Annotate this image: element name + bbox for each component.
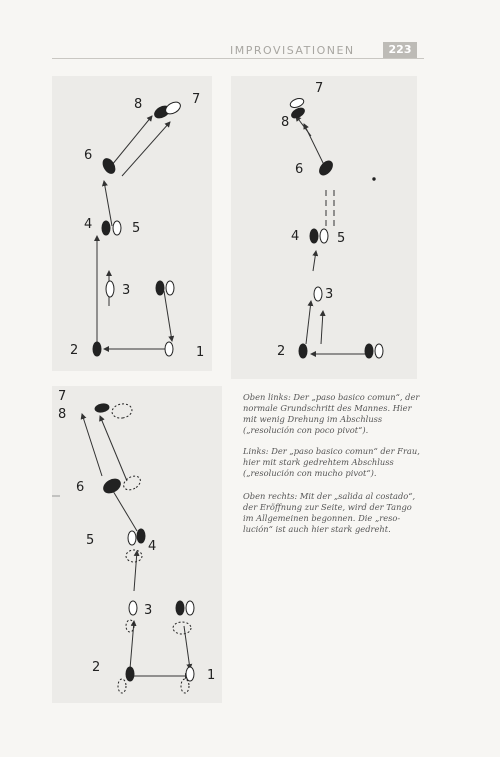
step-number: 1 (207, 668, 216, 683)
foot-print (314, 287, 322, 301)
step-diagram-salida-al-costado (231, 76, 417, 379)
step-number: 2 (277, 344, 286, 359)
step-number: 4 (291, 229, 300, 244)
foot-print (289, 97, 305, 109)
foot-print (299, 344, 307, 358)
foot-print (128, 531, 136, 545)
foot-print (365, 344, 373, 358)
foot-print (166, 281, 174, 295)
foot-print (375, 344, 383, 358)
step-diagram-svg (231, 76, 417, 379)
step-number: 4 (148, 539, 157, 554)
foot-print (173, 622, 191, 634)
foot-print (176, 601, 184, 615)
caption-left: Links: Der „paso basico comun“ der Frau, hier mit stark gedrehtem Abschluss („resolución con mucho pivot“). (243, 446, 420, 478)
step-number: 7 (192, 92, 201, 107)
foot-print (126, 667, 134, 681)
foot-print (186, 667, 194, 681)
foot-print (290, 106, 306, 120)
step-number: 8 (281, 115, 290, 130)
step-number: 6 (295, 162, 304, 177)
step-diagram-svg (52, 386, 222, 703)
step-number: 2 (70, 343, 79, 358)
foot-print (118, 679, 126, 693)
step-number: 3 (122, 283, 131, 298)
foot-print (126, 620, 134, 632)
foot-print (181, 679, 189, 693)
caption-top-right: Oben rechts: Mit der „salida al costado“, der Eröffnung zur Seite, wird der Tango im Allgemeinen begonnen. Die „reso-lución“ ist auch hier stark gedreht. (243, 491, 416, 534)
step-number: 4 (84, 217, 93, 232)
step-number: 5 (86, 533, 95, 548)
foot-print (102, 221, 110, 235)
step-number: 1 (196, 345, 205, 360)
foot-print (186, 601, 194, 615)
foot-print (101, 157, 118, 176)
running-head: IMPROVISATIONEN (230, 44, 355, 57)
step-number: 7 (58, 389, 67, 404)
foot-print (101, 476, 123, 495)
step-number: 5 (132, 221, 141, 236)
step-number: 8 (134, 97, 143, 112)
step-diagram-man-basic (52, 76, 212, 371)
step-number: 6 (76, 480, 85, 495)
page-number: 223 (383, 42, 417, 58)
step-number: 8 (58, 407, 67, 422)
foot-print (126, 550, 142, 562)
foot-print (93, 342, 101, 356)
caption-top-left: Oben links: Der „paso basico comun“, der normale Grundschritt des Mannes. Hier mit wenig Drehung im Abschluss („resolución con poco pivot“). (243, 392, 420, 435)
foot-print (165, 342, 173, 356)
foot-print (373, 178, 375, 180)
foot-print (106, 281, 114, 297)
foot-print (111, 402, 133, 419)
foot-print (156, 281, 164, 295)
step-number: 2 (92, 660, 101, 675)
foot-print (113, 221, 121, 235)
header-rule (52, 58, 424, 59)
step-number: 7 (315, 81, 324, 96)
step-number: 5 (337, 231, 346, 246)
step-number: 6 (84, 148, 93, 163)
foot-print (137, 529, 145, 543)
foot-print (94, 403, 109, 413)
foot-print (320, 229, 328, 243)
step-number: 3 (325, 287, 334, 302)
foot-print (121, 473, 143, 492)
foot-print (310, 229, 318, 243)
step-diagram-woman-basic (52, 386, 222, 703)
foot-print (129, 601, 137, 615)
foot-print (317, 159, 335, 178)
step-diagram-svg (52, 76, 212, 371)
step-number: 3 (144, 603, 153, 618)
